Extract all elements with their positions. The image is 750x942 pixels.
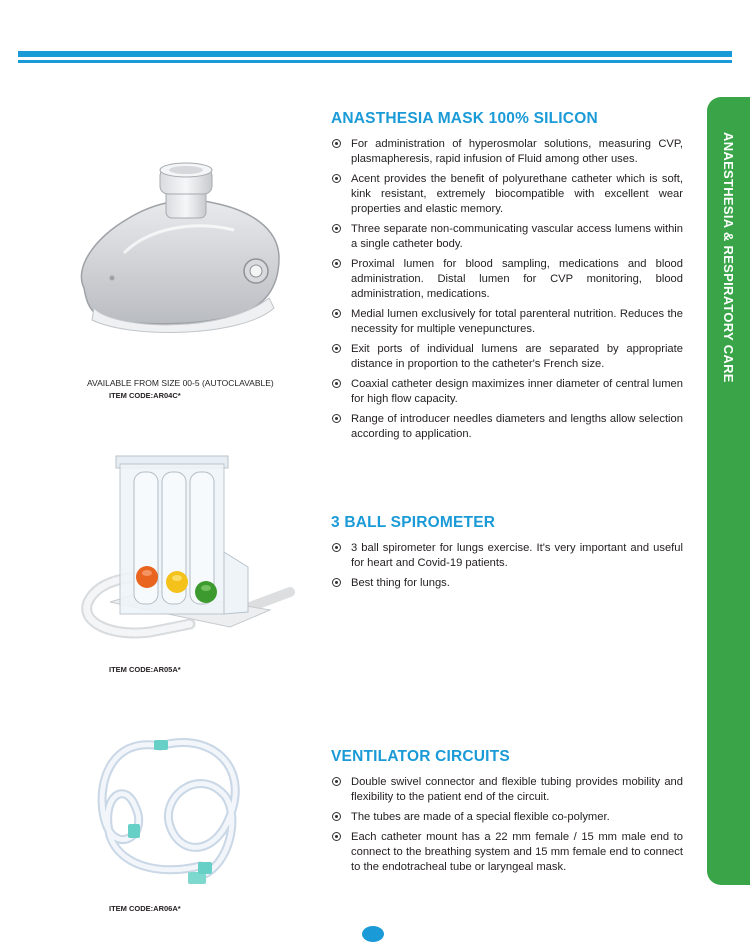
bullet-icon (332, 578, 341, 587)
list-item: For administration of hyperosmolar solutions, measuring CVP, plasmapheresis, rapid infusion of Fluid among other uses. (331, 137, 683, 167)
list-item: Each catheter mount has a 22 mm female / 15 mm male end to connect to the breathing system and 15 mm female end to connect to the endotracheal tube or laryngeal mask. (331, 830, 683, 875)
category-label: ANAESTHESIA & RESPIRATORY CARE (721, 131, 736, 383)
ventilator-circuit-image (90, 726, 250, 896)
list-item: Coaxial catheter design maximizes inner diameter of central lumen for high flow capacity. (331, 377, 683, 407)
list-item: The tubes are made of a special flexible co-polymer. (331, 810, 683, 825)
mask-availability: AVAILABLE FROM SIZE 00-5 (AUTOCLAVABLE) (87, 378, 274, 388)
list-item: Acent provides the benefit of polyurethane catheter which is soft, kink resistant, extremely biocompatible with excellent wear properties and elastic memory. (331, 172, 683, 217)
bullet-icon (332, 309, 341, 318)
section-title: ANASTHESIA MASK 100% SILICON (331, 110, 598, 127)
mask-item-code: ITEM CODE:AR04C* (109, 391, 181, 400)
list-item: 3 ball spirometer for lungs exercise. It's very important and useful for heart and Covid-19 patients. (331, 541, 683, 571)
section-ventilator-circuits (331, 748, 683, 880)
bullet-icon (332, 344, 341, 353)
bullet-icon (332, 174, 341, 183)
bullet-icon (332, 812, 341, 821)
list-item: Best thing for lungs. (331, 576, 683, 591)
spirometer-image (80, 452, 296, 647)
header-band (18, 51, 732, 57)
bullet-icon (332, 224, 341, 233)
ventilator-item-code: ITEM CODE:AR06A* (109, 904, 181, 913)
bullet-icon (332, 379, 341, 388)
bullet-icon (332, 543, 341, 552)
spirometer-item-code: ITEM CODE:AR05A* (109, 665, 181, 674)
list-item: Medial lumen exclusively for total parenteral nutrition. Reduces the necessity for multiple venepunctures. (331, 307, 683, 337)
list-item: Exit ports of individual lumens are separated by appropriate distance in proportion to the catheter's French size. (331, 342, 683, 372)
bullet-icon (332, 139, 341, 148)
list-item: Three separate non-communicating vascular access lumens within a single catheter body. (331, 222, 683, 252)
list-item: Proximal lumen for blood sampling, medications and blood administration. Distal lumen for CVP monitoring, blood administration, medications. (331, 257, 683, 302)
section-title: 3 BALL SPIROMETER (331, 514, 496, 531)
page-marker (362, 926, 384, 942)
list-item: Double swivel connector and flexible tubing provides mobility and flexibility to the patient end of the circuit. (331, 775, 683, 805)
anaesthesia-mask-image (74, 158, 289, 338)
category-side-tab (707, 97, 750, 885)
section-anaesthesia-mask (331, 110, 683, 447)
bullet-icon (332, 259, 341, 268)
bullet-icon (332, 832, 341, 841)
list-item: Range of introducer needles diameters and lengths allow selection according to application. (331, 412, 683, 442)
header-band-thin (18, 60, 732, 63)
bullet-icon (332, 777, 341, 786)
bullet-icon (332, 414, 341, 423)
section-title: VENTILATOR CIRCUITS (331, 748, 510, 765)
section-spirometer (331, 514, 683, 596)
